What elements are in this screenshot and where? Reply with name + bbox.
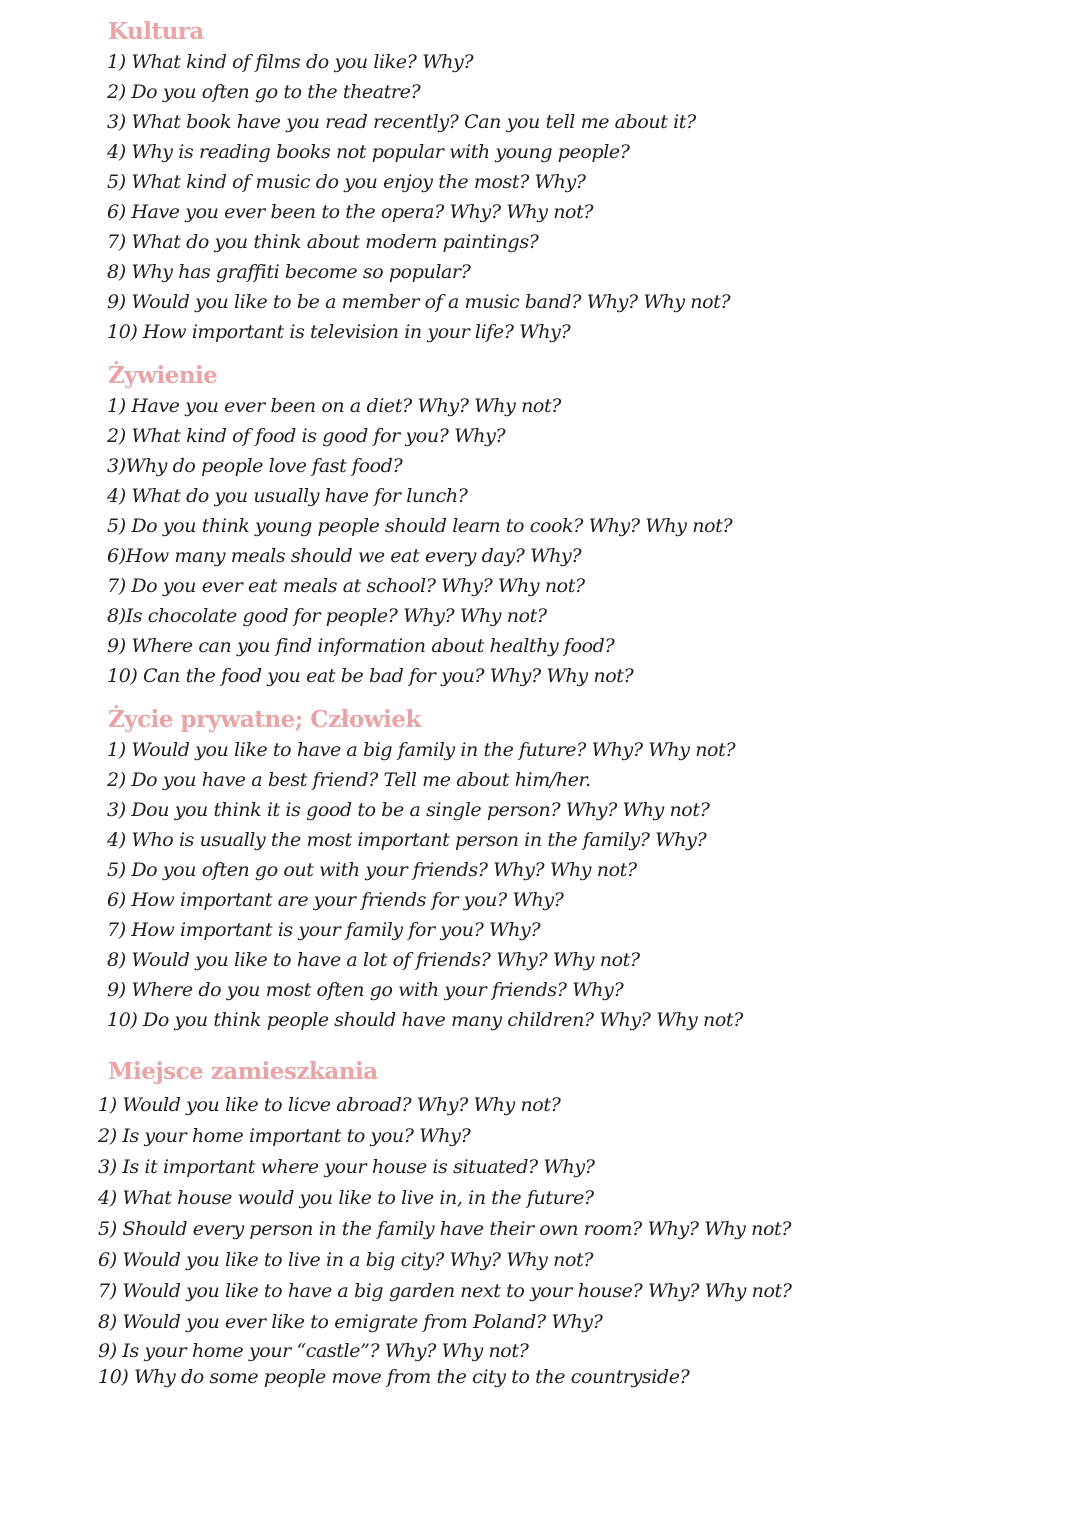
section-zycie-prywatne [108, 705, 1080, 1035]
question-item: 3) What book have you read recently? Can you tell me about it? [107, 111, 696, 133]
question-item: 6) Would you like to live in a big city? Why? Why not? [98, 1249, 594, 1271]
question-item: 8) Would you ever like to emigrate from Poland? Why? [98, 1311, 603, 1333]
question-item: 2) Do you often go to the theatre? [107, 81, 421, 103]
question-item: 7) What do you think about modern paintings? [107, 231, 539, 253]
question-item: 4) Who is usually the most important person in the family? Why? [107, 829, 707, 851]
question-item: 9) Is your home your “castle”? Why? Why not? [98, 1340, 529, 1362]
question-item: 8) Why has graffiti become so popular? [107, 261, 471, 283]
question-item: 9) Where do you most often go with your friends? Why? [107, 979, 624, 1001]
question-item: 1) Have you ever been on a diet? Why? Why not? [107, 395, 561, 417]
question-item: 5) Do you think young people should learn to cook? Why? Why not? [107, 515, 733, 537]
question-item: 4) What do you usually have for lunch? [107, 485, 468, 507]
section-heading: Życie prywatne; Człowiek [108, 706, 421, 733]
question-item: 8) Would you like to have a lot of friends? Why? Why not? [107, 949, 640, 971]
question-item: 1) Would you like to have a big family in the future? Why? Why not? [107, 739, 736, 761]
question-list [107, 47, 1080, 347]
question-item: 7) Would you like to have a big garden next to your house? Why? Why not? [98, 1280, 792, 1302]
section-zywienie [108, 361, 1080, 691]
question-item: 9) Where can you find information about healthy food? [107, 635, 615, 657]
question-list [98, 1090, 1080, 1390]
section-heading: Miejsce zamieszkania [108, 1058, 378, 1085]
question-list [107, 735, 1080, 1035]
question-item: 3)Why do people love fast food? [107, 455, 403, 477]
question-item: 10) Can the food you eat be bad for you? Why? Why not? [107, 665, 634, 687]
question-item: 5) Should every person in the family have their own room? Why? Why not? [98, 1218, 792, 1240]
question-item: 2) Do you have a best friend? Tell me about him/her. [107, 769, 591, 791]
question-item: 2) Is your home important to you? Why? [98, 1125, 471, 1147]
section-heading: Kultura [108, 18, 204, 45]
question-item: 10) Why do some people move from the city to the countryside? [98, 1366, 690, 1388]
question-item: 6) How important are your friends for you? Why? [107, 889, 564, 911]
question-item: 2) What kind of food is good for you? Why? [107, 425, 506, 447]
question-item: 7) How important is your family for you? Why? [107, 919, 541, 941]
question-item: 4) What house would you like to live in, in the future? [98, 1187, 594, 1209]
question-list [107, 391, 1080, 691]
question-item: 5) What kind of music do you enjoy the most? Why? [107, 171, 586, 193]
question-item: 3) Dou you think it is good to be a single person? Why? Why not? [107, 799, 710, 821]
question-item: 9) Would you like to be a member of a music band? Why? Why not? [107, 291, 731, 313]
question-item: 6)How many meals should we eat every day? Why? [107, 545, 582, 567]
question-item: 4) Why is reading books not popular with young people? [107, 141, 630, 163]
question-item: 10) How important is television in your life? Why? [107, 321, 571, 343]
question-item: 10) Do you think people should have many children? Why? Why not? [107, 1009, 743, 1031]
question-item: 8)Is chocolate good for people? Why? Why not? [107, 605, 547, 627]
question-item: 7) Do you ever eat meals at school? Why? Why not? [107, 575, 585, 597]
question-item: 3) Is it important where your house is situated? Why? [98, 1156, 595, 1178]
question-item: 1) Would you like to licve abroad? Why? Why not? [98, 1094, 561, 1116]
section-heading: Żywienie [108, 362, 218, 389]
section-miejsce-zamieszkania [98, 1057, 1080, 1390]
question-item: 6) Have you ever been to the opera? Why? Why not? [107, 201, 594, 223]
question-item: 1) What kind of films do you like? Why? [107, 51, 474, 73]
question-item: 5) Do you often go out with your friends? Why? Why not? [107, 859, 637, 881]
section-kultura [108, 17, 1080, 347]
